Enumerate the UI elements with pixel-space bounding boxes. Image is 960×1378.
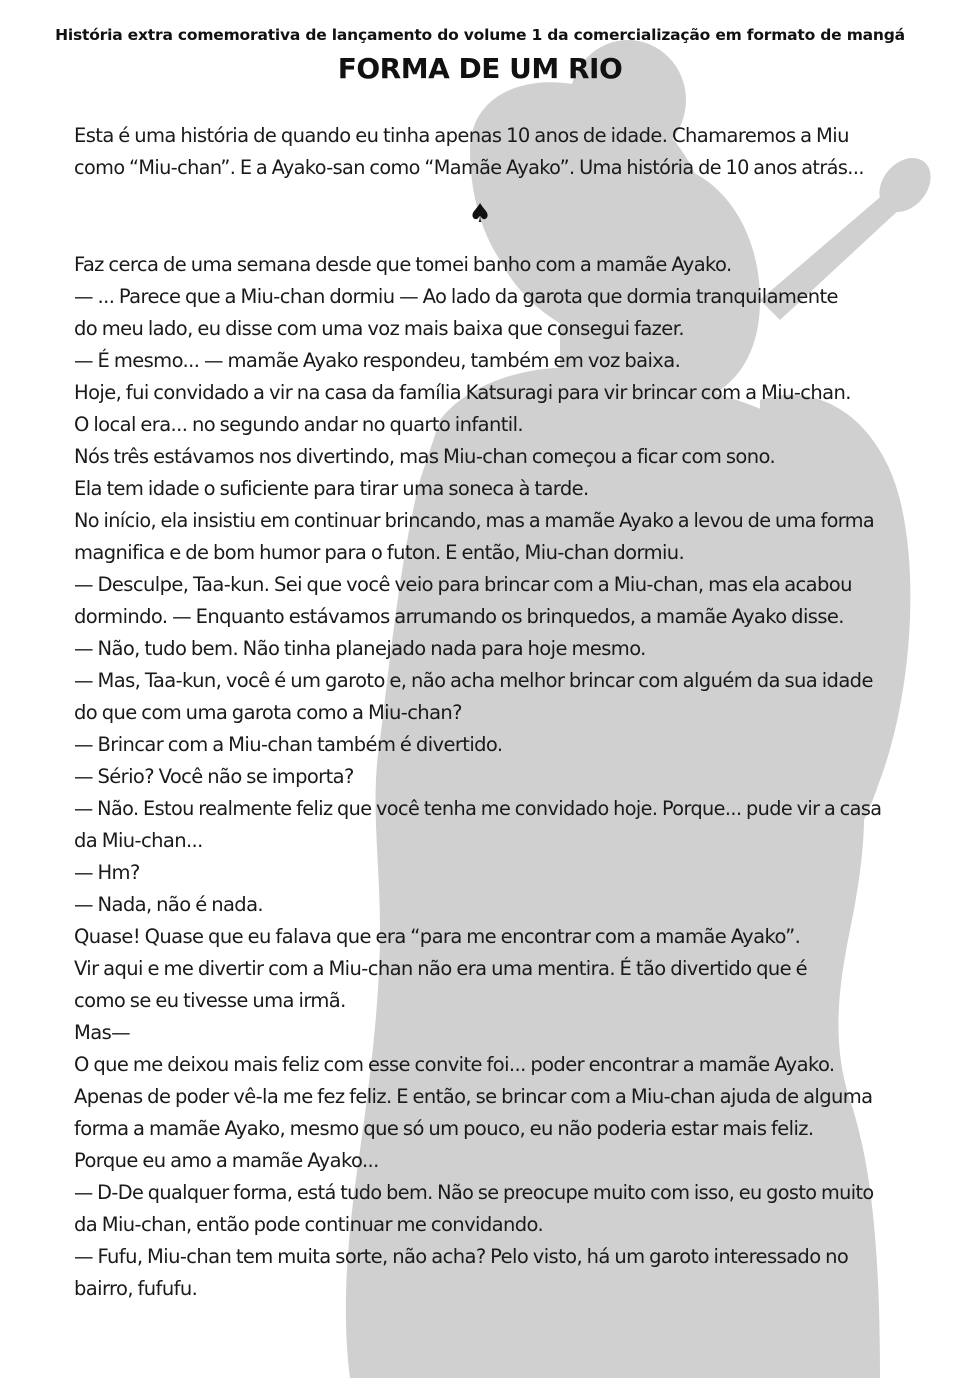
story-line: bairro, fufufu. — [74, 1277, 198, 1300]
story-line: O que me deixou mais feliz com esse convite foi... poder encontrar a mamãe Ayako. — [74, 1053, 835, 1076]
story-line: — Não. Estou realmente feliz que você tenha me convidado hoje. Porque... pude vir a casa — [74, 797, 882, 820]
page-subtitle: História extra comemorativa de lançamento do volume 1 da comercialização em formato de mangá — [55, 26, 905, 44]
story-body — [74, 249, 884, 1305]
story-line: — Não, tudo bem. Não tinha planejado nada para hoje mesmo. — [74, 637, 646, 660]
story-line: do que com uma garota como a Miu-chan? — [74, 701, 462, 724]
story-line: — Hm? — [74, 861, 140, 884]
story-line: — D-De qualquer forma, está tudo bem. Não se preocupe muito com isso, eu gosto muito — [74, 1181, 874, 1204]
story-line: — Brincar com a Miu-chan também é divertido. — [74, 733, 503, 756]
story-line: — É mesmo... — mamãe Ayako respondeu, também em voz baixa. — [74, 349, 681, 372]
story-line: Apenas de poder vê-la me fez feliz. E então, se brincar com a Miu-chan ajuda de alguma — [74, 1085, 873, 1108]
story-line: Hoje, fui convidado a vir na casa da família Katsuragi para vir brincar com a Miu-chan. — [74, 381, 851, 404]
intro-paragraph — [74, 120, 874, 184]
story-line: do meu lado, eu disse com uma voz mais baixa que consegui fazer. — [74, 317, 684, 340]
story-line: — Nada, não é nada. — [74, 893, 264, 916]
story-line: da Miu-chan... — [74, 829, 203, 852]
story-line: Quase! Quase que eu falava que era “para me encontrar com a mamãe Ayako”. — [74, 925, 801, 948]
story-line: Mas— — [74, 1021, 131, 1044]
story-line: como se eu tivesse uma irmã. — [74, 989, 346, 1012]
story-line: Ela tem idade o suficiente para tirar uma soneca à tarde. — [74, 477, 589, 500]
story-line: — Sério? Você não se importa? — [74, 765, 354, 788]
story-line: — Fufu, Miu-chan tem muita sorte, não acha? Pelo visto, há um garoto interessado no — [74, 1245, 849, 1268]
story-line: O local era... no segundo andar no quarto infantil. — [74, 413, 524, 436]
spade-icon: ♠ — [468, 199, 492, 229]
intro-line: como “Miu-chan”. E a Ayako-san como “Mamãe Ayako”. Uma história de 10 anos atrás... — [74, 156, 864, 179]
story-line: Nós três estávamos nos divertindo, mas Miu-chan começou a ficar com sono. — [74, 445, 776, 468]
story-line: da Miu-chan, então pode continuar me convidando. — [74, 1213, 544, 1236]
story-line: dormindo. — Enquanto estávamos arrumando os brinquedos, a mamãe Ayako disse. — [74, 605, 844, 628]
story-line: No início, ela insistiu em continuar brincando, mas a mamãe Ayako a levou de uma forma — [74, 509, 875, 532]
story-line: — ... Parece que a Miu-chan dormiu — Ao lado da garota que dormia tranquilamente — [74, 285, 838, 308]
story-line: Faz cerca de uma semana desde que tomei banho com a mamãe Ayako. — [74, 253, 732, 276]
story-line: Porque eu amo a mamãe Ayako... — [74, 1149, 379, 1172]
story-line: — Desculpe, Taa-kun. Sei que você veio para brincar com a Miu-chan, mas ela acabou — [74, 573, 852, 596]
story-line: forma a mamãe Ayako, mesmo que só um pouco, eu não poderia estar mais feliz. — [74, 1117, 814, 1140]
page-title: FORMA DE UM RIO — [337, 52, 623, 85]
story-line: Vir aqui e me divertir com a Miu-chan não era uma mentira. É tão divertido que é — [74, 957, 808, 980]
story-line: — Mas, Taa-kun, você é um garoto e, não acha melhor brincar com alguém da sua idade — [74, 669, 873, 692]
story-line: magnifica e de bom humor para o futon. E então, Miu-chan dormiu. — [74, 541, 685, 564]
intro-line: Esta é uma história de quando eu tinha apenas 10 anos de idade. Chamaremos a Miu — [74, 124, 849, 147]
